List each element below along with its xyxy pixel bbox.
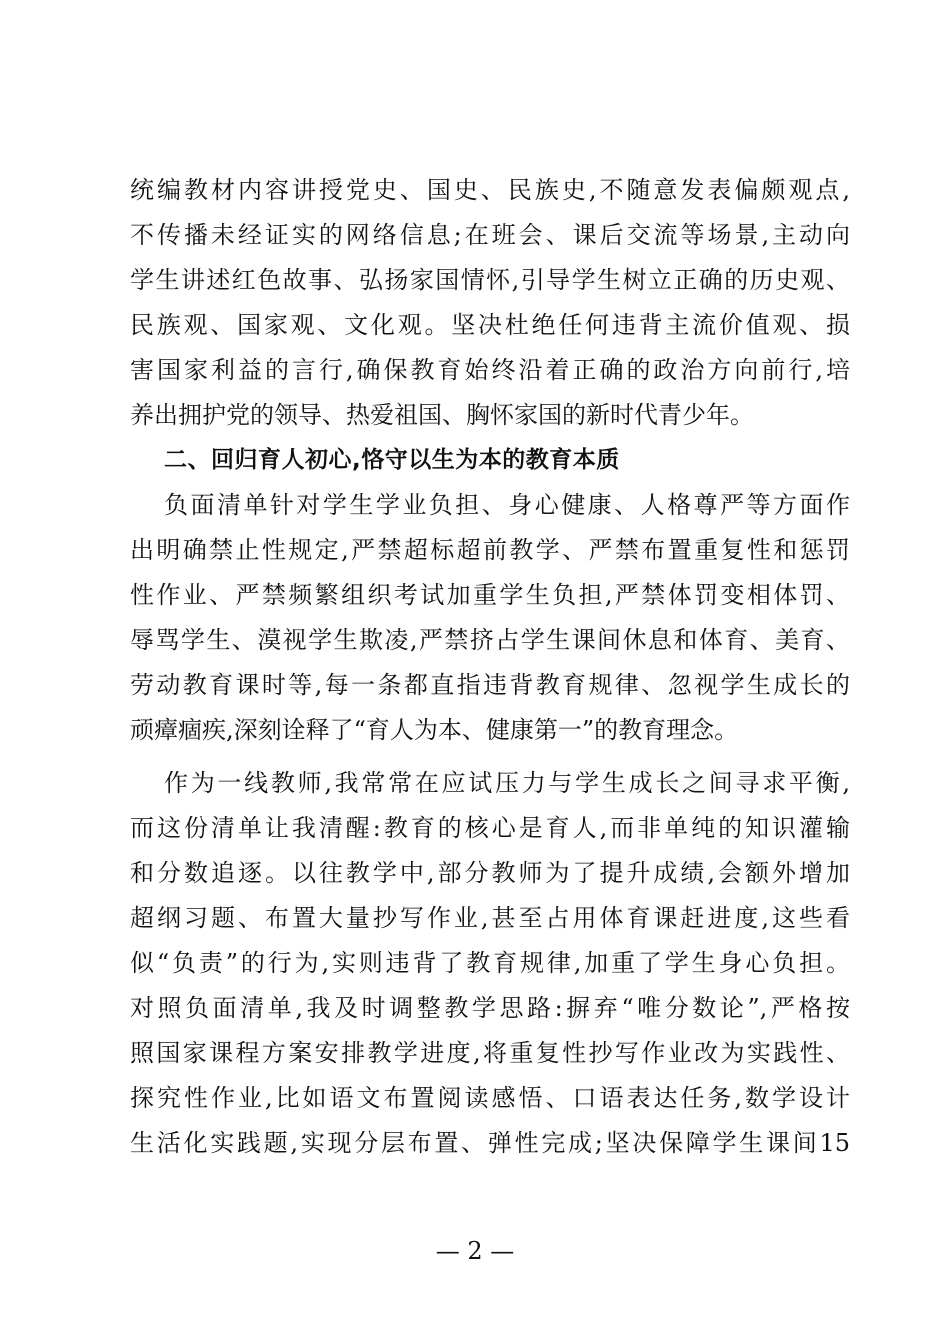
paragraph-negative-list [130,483,850,753]
text-line: 害国家利益的言行,确保教育始终沿着正确的政治方向前行,培 [130,356,850,384]
text-line: 劳动教育课时等,每一条都直指违背教育规律、忽视学生成长的 [130,671,850,699]
text-line: 不传播未经证实的网络信息;在班会、课后交流等场景,主动向 [130,221,850,249]
text-line: 和分数追逐。以往教学中,部分教师为了提升成绩,会额外增加 [130,859,850,887]
text-line: 生活化实践题,实现分层布置、弹性完成;坚决保障学生课间15 [130,1129,850,1157]
text-line: 似“负责”的行为,实则违背了教育规律,加重了学生身心负担。 [130,949,850,977]
text-line: 顽瘴痼疾,深刻诠释了“育人为本、健康第一”的教育理念。 [130,716,739,744]
text-line: 超纲习题、布置大量抄写作业,甚至占用体育课赶进度,这些看 [130,904,850,932]
text-line: 出明确禁止性规定,严禁超标超前教学、严禁布置重复性和惩罚 [130,536,850,564]
text-line: 探究性作业,比如语文布置阅读感悟、口语表达任务,数学设计 [130,1084,850,1112]
text-line: 学生讲述红色故事、弘扬家国情怀,引导学生树立正确的历史观、 [130,266,850,294]
text-line: 辱骂学生、漠视学生欺凌,严禁挤占学生课间休息和体育、美育、 [130,626,850,654]
paragraph-continued [130,168,850,438]
page-number: — 2 — [435,1237,515,1265]
document-body [130,168,850,1166]
text-line: 作为一线教师,我常常在应试压力与学生成长之间寻求平衡, [164,769,850,797]
text-line: 负面清单针对学生学业负担、身心健康、人格尊严等方面作 [164,491,850,519]
text-line: 民族观、国家观、文化观。坚决杜绝任何违背主流价值观、损 [130,311,850,339]
text-line: 而这份清单让我清醒:教育的核心是育人,而非单纯的知识灌输 [130,814,850,842]
text-line: 统编教材内容讲授党史、国史、民族史,不随意发表偏颇观点, [130,176,850,204]
text-line: 照国家课程方案安排教学进度,将重复性抄写作业改为实践性、 [130,1039,850,1067]
text-line: 对照负面清单,我及时调整教学思路:摒弃“唯分数论”,严格按 [130,994,850,1022]
paragraph-teacher-reflection [130,761,850,1166]
text-line: 性作业、严禁频繁组织考试加重学生负担,严禁体罚变相体罚、 [130,581,850,609]
section-heading: 二、回归育人初心,恪守以生为本的教育本质 [164,447,620,473]
text-line: 养出拥护党的领导、热爱祖国、胸怀家国的新时代青少年。 [130,401,754,429]
